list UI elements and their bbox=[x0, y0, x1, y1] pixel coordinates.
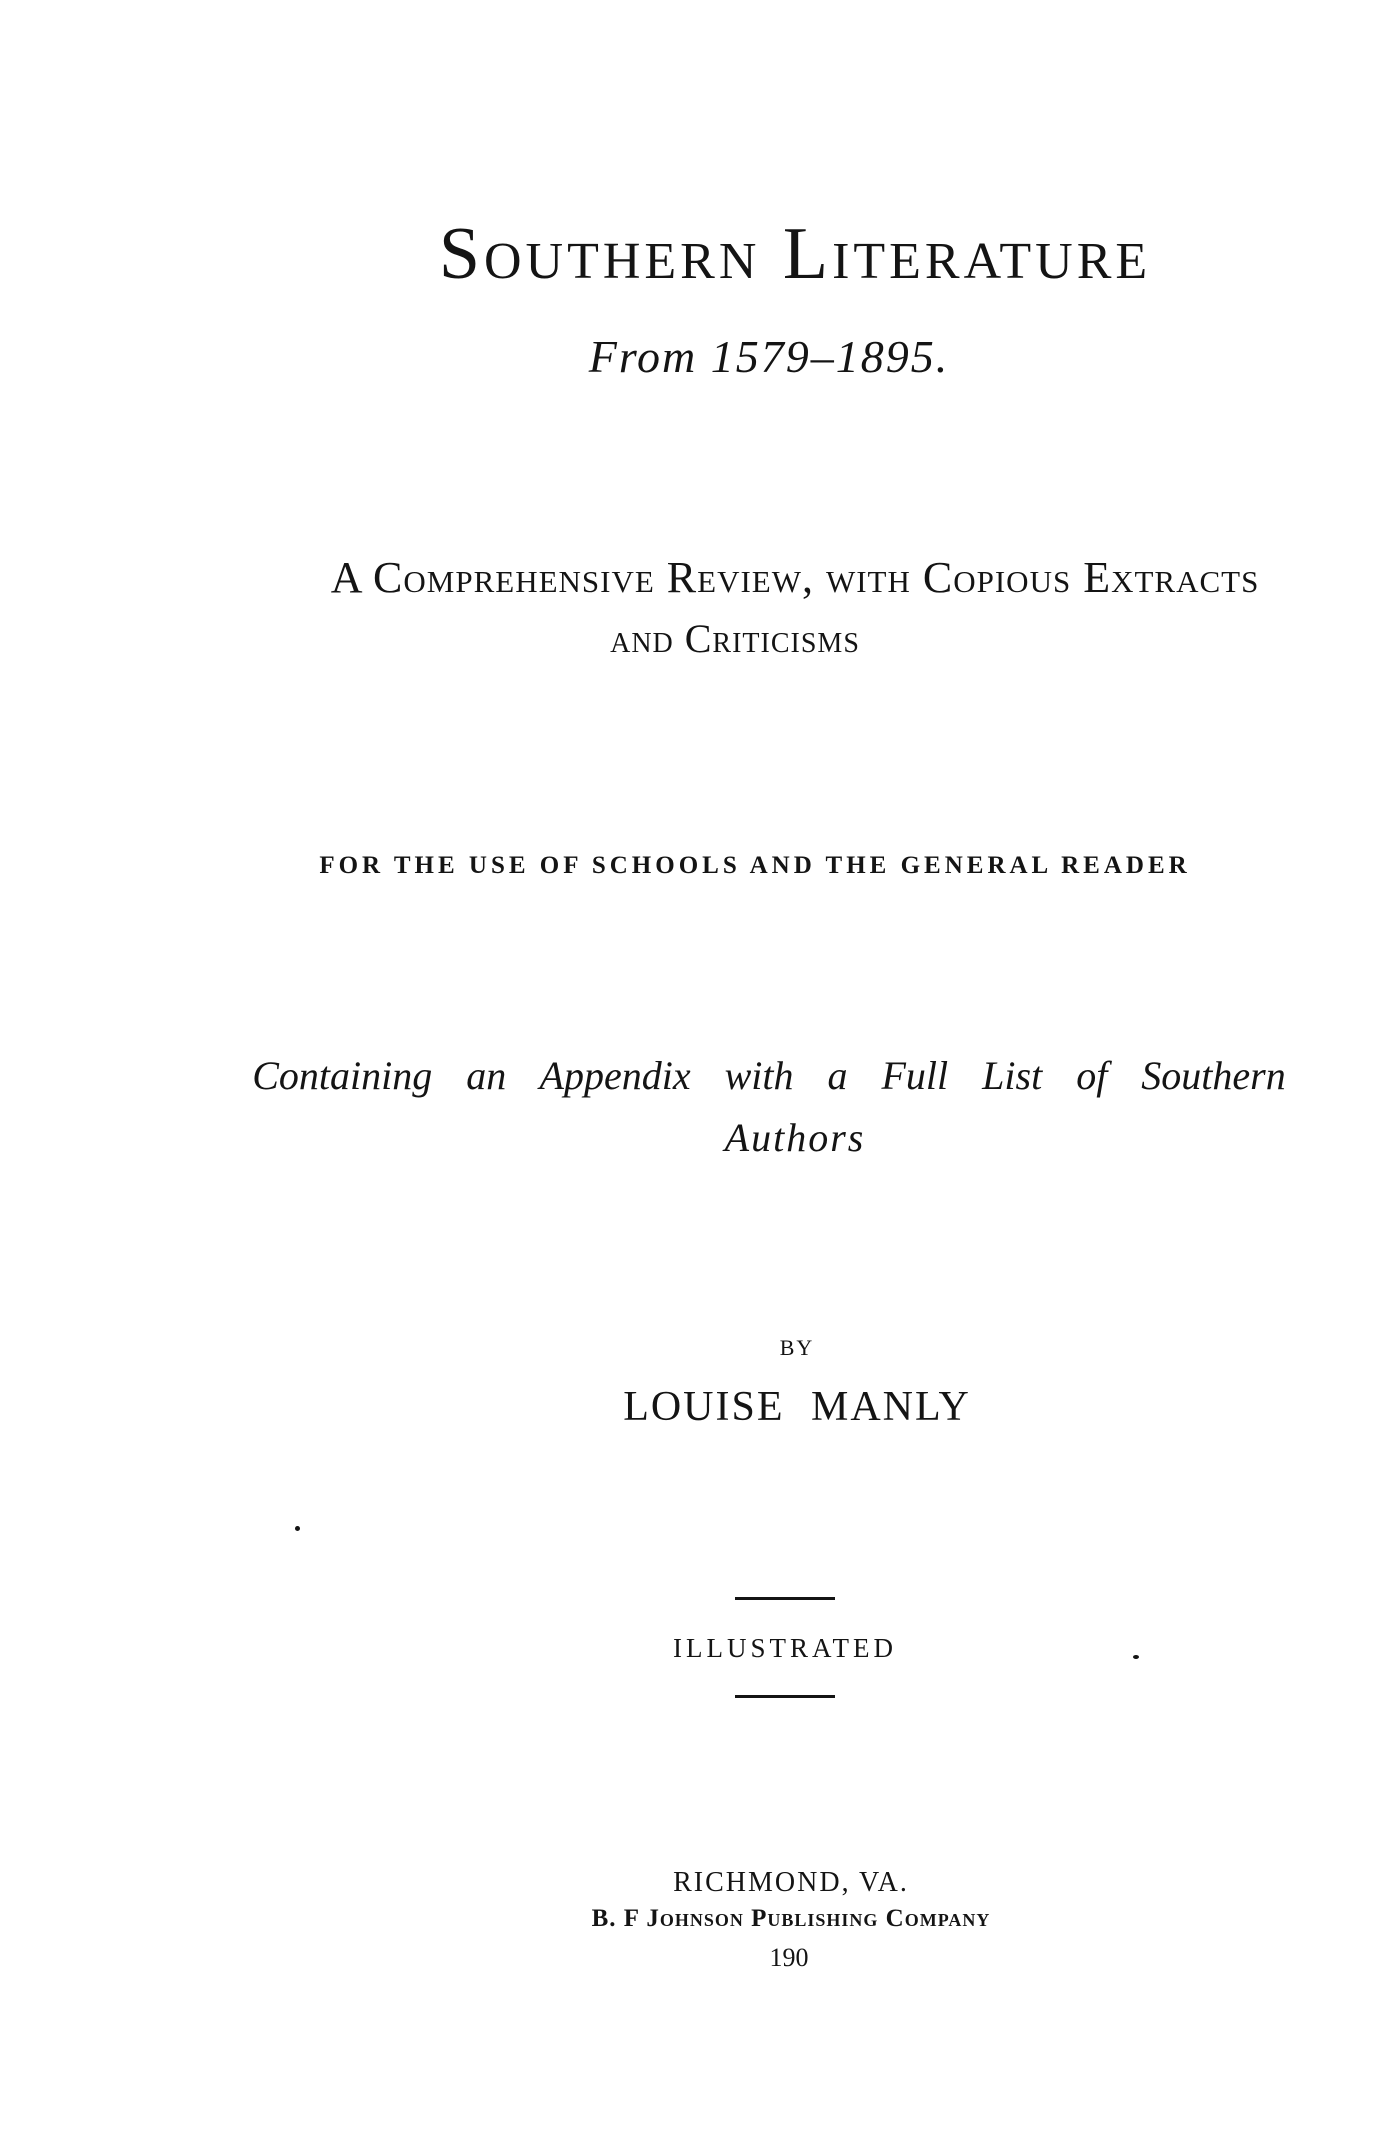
illustrated-label: ILLUSTRATED bbox=[673, 1633, 897, 1663]
date-range: From 1579–1895. bbox=[588, 331, 950, 382]
ink-speck bbox=[1133, 1655, 1139, 1659]
purpose-statement: FOR THE USE OF SCHOOLS AND THE GENERAL READER bbox=[319, 852, 1191, 879]
appendix-note-line-1: Containing an Appendix with a Full List of Southern bbox=[252, 1053, 1286, 1098]
divider-rule-bottom bbox=[735, 1695, 835, 1698]
ink-speck bbox=[295, 1526, 300, 1531]
divider-rule-top bbox=[735, 1597, 835, 1600]
imprint-city: RICHMOND, VA. bbox=[673, 1867, 909, 1898]
author-name: LOUISE MANLY bbox=[623, 1384, 971, 1430]
imprint-publisher: B. F Johnson Publishing Company bbox=[591, 1905, 991, 1932]
by-label: BY bbox=[779, 1335, 815, 1360]
imprint-year: 190 bbox=[769, 1943, 809, 1972]
appendix-note-line-2: Authors bbox=[724, 1115, 866, 1160]
book-title: Southern Literature bbox=[438, 213, 1152, 295]
subtitle-line-1: A Comprehensive Review, with Copious Extracts bbox=[330, 553, 1260, 602]
subtitle-line-2: and Criticisms bbox=[610, 616, 860, 661]
